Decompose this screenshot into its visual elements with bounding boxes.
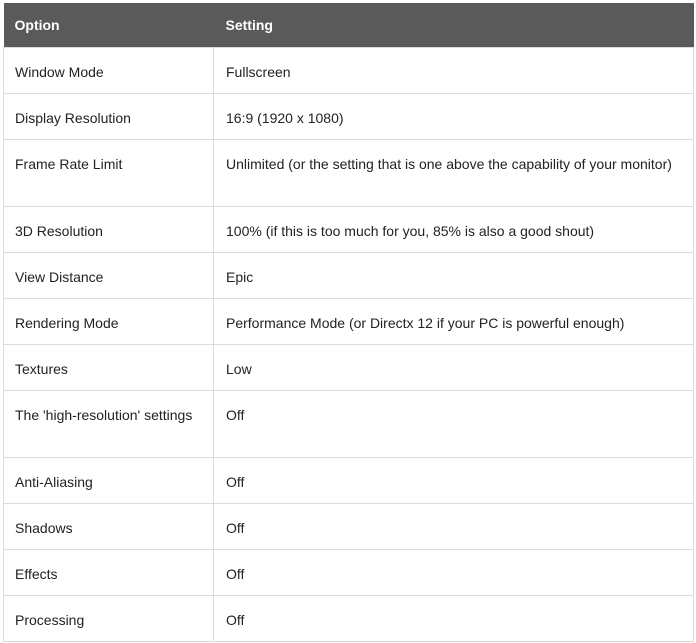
option-cell: The 'high-resolution' settings [4,391,214,458]
setting-cell: 16:9 (1920 x 1080) [214,94,694,140]
option-cell: Display Resolution [4,94,214,140]
table-row [4,458,694,504]
setting-cell: Off [214,596,694,642]
option-cell: Anti-Aliasing [4,458,214,504]
option-cell: Window Mode [4,48,214,94]
table-row [4,345,694,391]
option-cell: Effects [4,550,214,596]
setting-cell: Unlimited (or the setting that is one above the capability of your monitor) [214,140,694,207]
table-header [4,3,694,48]
header-option: Option [4,3,214,48]
table-body [4,48,694,642]
option-cell: Textures [4,345,214,391]
table-row [4,550,694,596]
settings-table [3,3,694,642]
setting-cell: 100% (if this is too much for you, 85% is also a good shout) [214,207,694,253]
option-cell: Rendering Mode [4,299,214,345]
table-row [4,140,694,207]
table-row [4,94,694,140]
setting-cell: Fullscreen [214,48,694,94]
setting-cell: Performance Mode (or Directx 12 if your PC is powerful enough) [214,299,694,345]
table-row [4,207,694,253]
option-cell: View Distance [4,253,214,299]
setting-cell: Off [214,391,694,458]
header-row [4,3,694,48]
option-cell: Frame Rate Limit [4,140,214,207]
setting-cell: Off [214,550,694,596]
option-cell: Processing [4,596,214,642]
setting-cell: Epic [214,253,694,299]
setting-cell: Off [214,504,694,550]
table-row [4,253,694,299]
option-cell: 3D Resolution [4,207,214,253]
table-row [4,596,694,642]
header-setting: Setting [214,3,694,48]
table-row [4,391,694,458]
table-row [4,299,694,345]
option-cell: Shadows [4,504,214,550]
table-row [4,504,694,550]
setting-cell: Low [214,345,694,391]
table-row [4,48,694,94]
setting-cell: Off [214,458,694,504]
